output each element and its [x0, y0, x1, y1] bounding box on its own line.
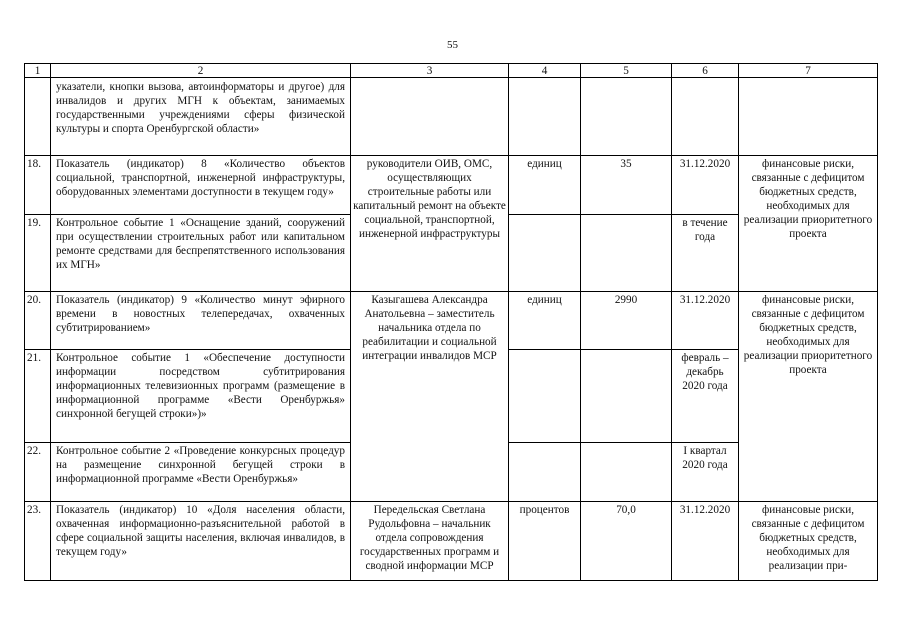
row-23-description: Показатель (индикатор) 10 «Доля населения области, охваченная информационно-разъяснительной работой в сфере социальной защиты населения, включая инвалидов, в текущем году»	[56, 504, 345, 558]
header-col-5: 5	[623, 65, 629, 77]
row-22-number: 22.	[27, 445, 41, 457]
header-col-7: 7	[805, 65, 811, 77]
row-18-date: 31.12.2020	[679, 158, 731, 170]
header-col-1: 1	[34, 65, 41, 77]
responsible-group-2: Казыгашева Александра Анатольевна – заместитель начальника отдела по реабилитации и социальной интеграции инвалидов МСР	[362, 294, 497, 362]
row-23-value: 70,0	[616, 504, 636, 516]
page-number: 55	[447, 39, 458, 51]
row-20-number: 20.	[27, 294, 41, 306]
row-23-unit: процентов	[519, 504, 570, 516]
risk-group-2: финансовые риски, связанные с дефицитом бюджетных средств, необходимых для реализации приоритетного проекта	[743, 294, 873, 376]
risk-group-1: финансовые риски, связанные с дефицитом бюджетных средств, необходимых для реализации приоритетного проекта	[743, 158, 873, 240]
row-19-description: Контрольное событие 1 «Оснащение зданий, сооружений при осуществлении строительных работ или капитальном ремонте средствами для беспрепятственного использования их МГН»	[56, 217, 345, 271]
row-22-description: Контрольное событие 2 «Проведение конкурсных процедур на размещение синхронной бегущей строки в информационной программе «Вести Оренбуржья»	[56, 445, 345, 485]
row-23-date: 31.12.2020	[679, 504, 731, 516]
row-20-unit: единиц	[527, 294, 562, 306]
row-18-description: Показатель (индикатор) 8 «Количество объектов социальной, транспортной, инженерной инфраструктуры, оборудованных элементами доступности в текущем году»	[56, 158, 345, 198]
row-21-number: 21.	[27, 352, 41, 364]
row-20-date: 31.12.2020	[679, 294, 731, 306]
risk-group-3: финансовые риски, связанные с дефицитом бюджетных средств, необходимых для реализации при-	[751, 504, 865, 572]
header-col-6: 6	[702, 65, 708, 77]
responsible-group-3: Передельская Светлана Рудольфовна – начальник отдела сопровождения государственных программ и сводной информации МСР	[359, 504, 500, 572]
responsible-group-1: руководители ОИВ, ОМС, осуществляющих строительные работы или капитальный ремонт на объекте социальной, транспортной, инженерной инфраструктуры	[353, 158, 506, 240]
header-col-4: 4	[541, 65, 548, 77]
row-20-description: Показатель (индикатор) 9 «Количество минут эфирного времени в новостных телепередачах, охваченных субтитрированием»	[56, 294, 345, 334]
header-col-3: 3	[426, 65, 433, 77]
row-21-description: Контрольное событие 1 «Обеспечение доступности информации посредством субтитрирования информационных телевизионных программ (размещение в информационной программе «Вести Оренбуржья» синхронной бегущей строки»)»	[56, 352, 345, 420]
row-21-date: февраль – декабрь 2020 года	[681, 352, 729, 392]
row-18-value: 35	[620, 158, 632, 170]
row-19-number: 19.	[27, 217, 41, 229]
continuation-text: указатели, кнопки вызова, автоинформаторы и другое) для инвалидов и других МГН к объектам, занимаемых государственными учреждениями сферы физической культуры и спорта Оренбургской области»	[56, 81, 345, 135]
row-22-date: I квартал 2020 года	[682, 445, 728, 471]
row-20-value: 2990	[614, 294, 638, 306]
row-18-unit: единиц	[527, 158, 562, 170]
row-23-number: 23.	[27, 504, 41, 516]
row-18-number: 18.	[27, 158, 41, 170]
row-19-date: в течение года	[682, 217, 728, 243]
header-col-2: 2	[197, 65, 204, 77]
